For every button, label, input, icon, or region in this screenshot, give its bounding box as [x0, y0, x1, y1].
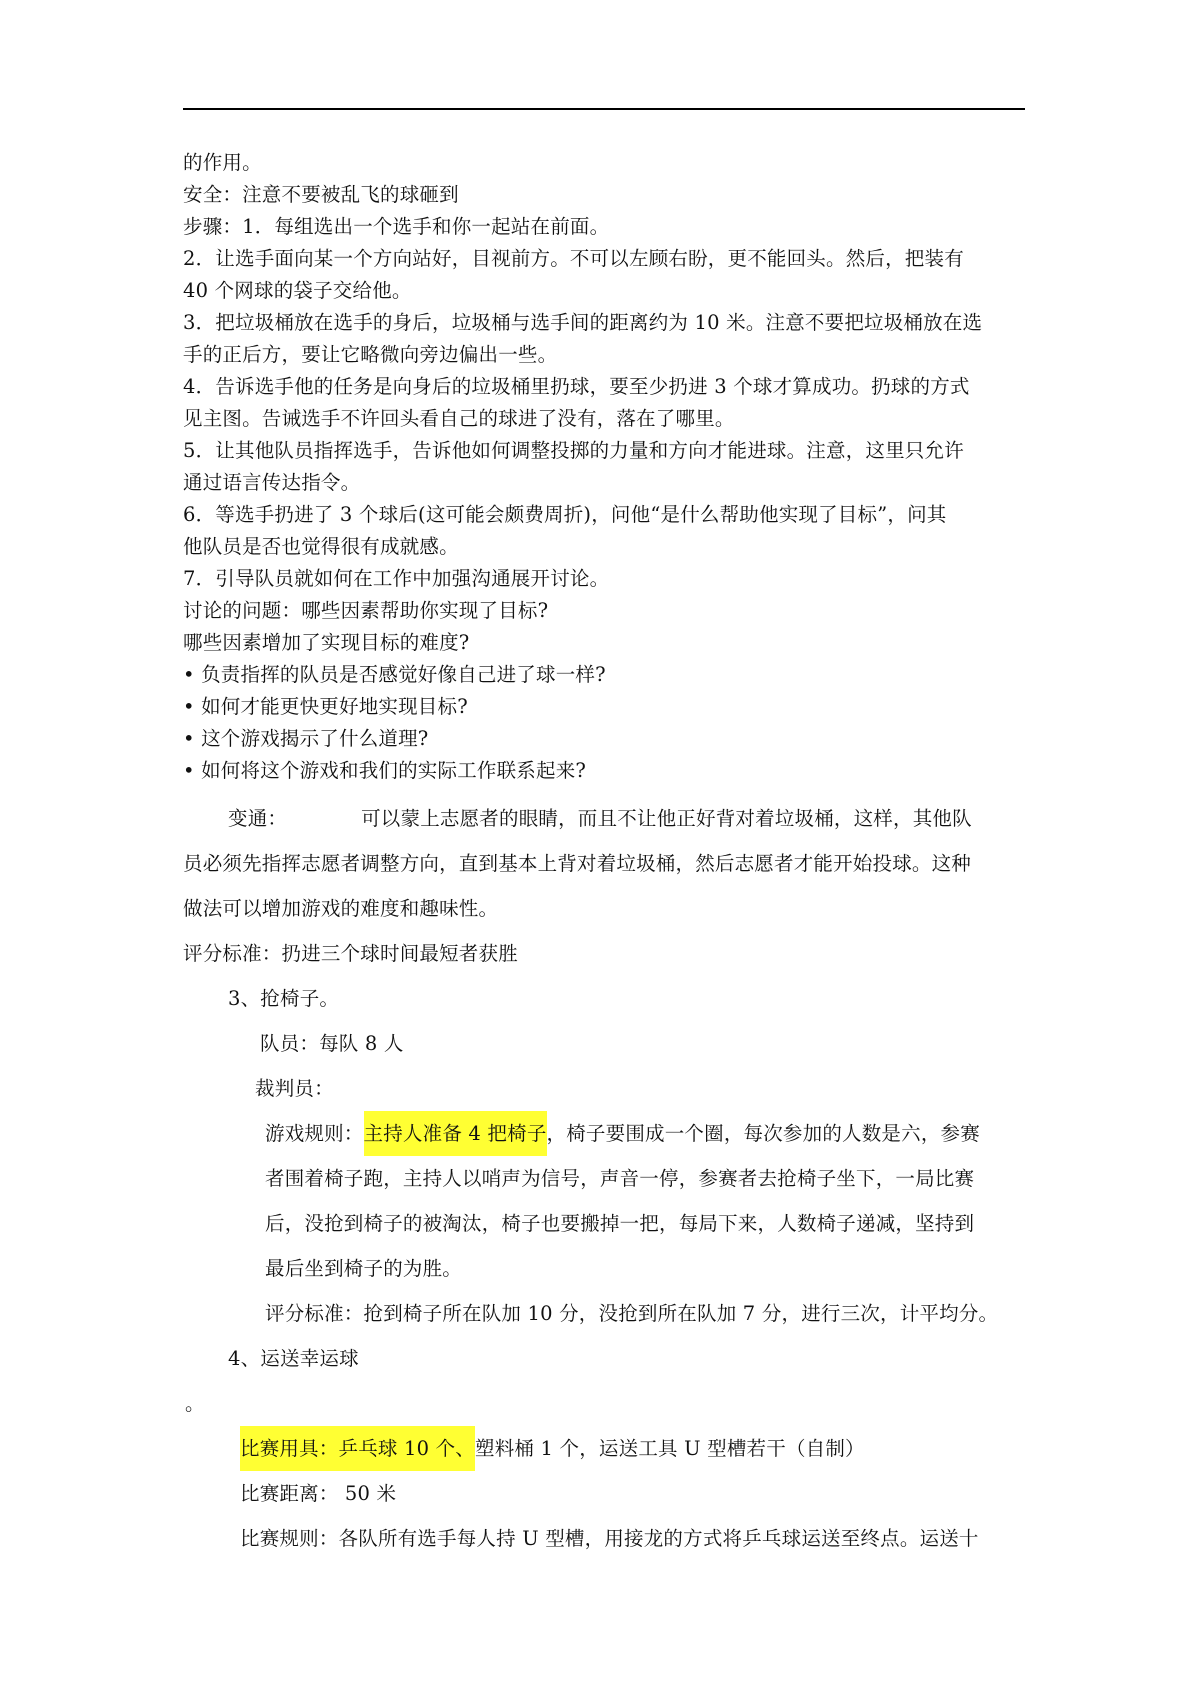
rules-line: 后，没抢到椅子的被淘汰，椅子也要搬掉一把，每局下来，人数椅子递减，坚持到 — [265, 1212, 975, 1235]
bullet-item: • 这个游戏揭示了什么道理? — [183, 727, 429, 750]
text-line: 讨论的问题：哪些因素帮助你实现了目标? — [183, 599, 549, 622]
text-line: 哪些因素增加了实现目标的难度? — [183, 631, 470, 654]
header-rule — [183, 108, 1025, 110]
rules-line: 比赛规则：各队所有选手每人持 U 型槽，用接龙的方式将乒乓球运送至终点。运送十 — [240, 1527, 979, 1550]
text-line: 步骤：1．每组选出一个选手和你一起站在前面。 — [183, 215, 610, 238]
text-line: 3．把垃圾桶放在选手的身后，垃圾桶与选手间的距离约为 10 米。注意不要把垃圾桶放在选 — [183, 311, 983, 334]
bullet-item: • 如何将这个游戏和我们的实际工作联系起来? — [183, 759, 587, 782]
distance-line: 比赛距离： 50 米 — [240, 1482, 397, 1505]
highlighted-text: 主持人准备 4 把椅子 — [364, 1111, 547, 1156]
referee-line: 裁判员： — [255, 1077, 334, 1100]
text-line: 5．让其他队员指挥选手，告诉他如何调整投掷的力量和方向才能进球。注意，这里只允许 — [183, 439, 964, 462]
rules-line: 者围着椅子跑，主持人以哨声为信号，声音一停，参赛者去抢椅子坐下，一局比赛 — [265, 1167, 975, 1190]
text-line: 4．告诉选手他的任务是向身后的垃圾桶里扔球，要至少扔进 3 个球才算成功。扔球的方式 — [183, 375, 970, 398]
equipment-line — [240, 1436, 865, 1462]
rules-line — [265, 1121, 980, 1147]
text-line: 通过语言传达指令。 — [183, 471, 361, 494]
members-line: 队员：每队 8 人 — [260, 1032, 404, 1055]
equipment-text: 塑料桶 1 个，运送工具 U 型槽若干（自制） — [475, 1437, 865, 1460]
highlighted-text: 比赛用具：乒乓球 10 个、 — [240, 1426, 475, 1471]
text-line: 6．等选手扔进了 3 个球后(这可能会颇费周折)，问他“是什么帮助他实现了目标”，问其 — [183, 503, 947, 526]
variation-line: 员必须先指挥志愿者调整方向，直到基本上背对着垃圾桶，然后志愿者才能开始投球。这种 — [183, 852, 972, 875]
rules-line: 最后坐到椅子的为胜。 — [265, 1257, 463, 1280]
section-title: 3、抢椅子。 — [228, 987, 340, 1010]
text-line: 7．引导队员就如何在工作中加强沟通展开讨论。 — [183, 567, 610, 590]
variation-line — [228, 806, 972, 832]
text-line: 的作用。 — [183, 151, 262, 174]
bullet-item: • 负责指挥的队员是否感觉好像自己进了球一样? — [183, 663, 606, 686]
text-line: 手的正后方，要让它略微向旁边偏出一些。 — [183, 343, 558, 366]
scoring-line: 评分标准：扔进三个球时间最短者获胜 — [183, 942, 518, 965]
rules-label: 游戏规则： — [265, 1122, 364, 1145]
text-line: 安全：注意不要被乱飞的球砸到 — [183, 183, 459, 206]
text-line: 见主图。告诫选手不许回头看自己的球进了没有，落在了哪里。 — [183, 407, 735, 430]
text-line: 2．让选手面向某一个方向站好，目视前方。不可以左顾右盼，更不能回头。然后，把装有 — [183, 247, 964, 270]
variation-line: 做法可以增加游戏的难度和趣味性。 — [183, 897, 499, 920]
rules-text: ，椅子要围成一个圈，每次参加的人数是六，参赛 — [546, 1122, 980, 1145]
stray-dot: 。 — [185, 1392, 205, 1415]
section-title: 4、运送幸运球 — [228, 1347, 359, 1370]
bullet-item: • 如何才能更快更好地实现目标? — [183, 695, 468, 718]
scoring-line: 评分标准：抢到椅子所在队加 10 分，没抢到所在队加 7 分，进行三次，计平均分。 — [265, 1302, 999, 1325]
variation-label: 变通： — [228, 807, 288, 830]
variation-text: 可以蒙上志愿者的眼睛，而且不让他正好背对着垃圾桶，这样，其他队 — [361, 807, 972, 830]
text-line: 他队员是否也觉得很有成就感。 — [183, 535, 459, 558]
text-line: 40 个网球的袋子交给他。 — [183, 279, 412, 302]
